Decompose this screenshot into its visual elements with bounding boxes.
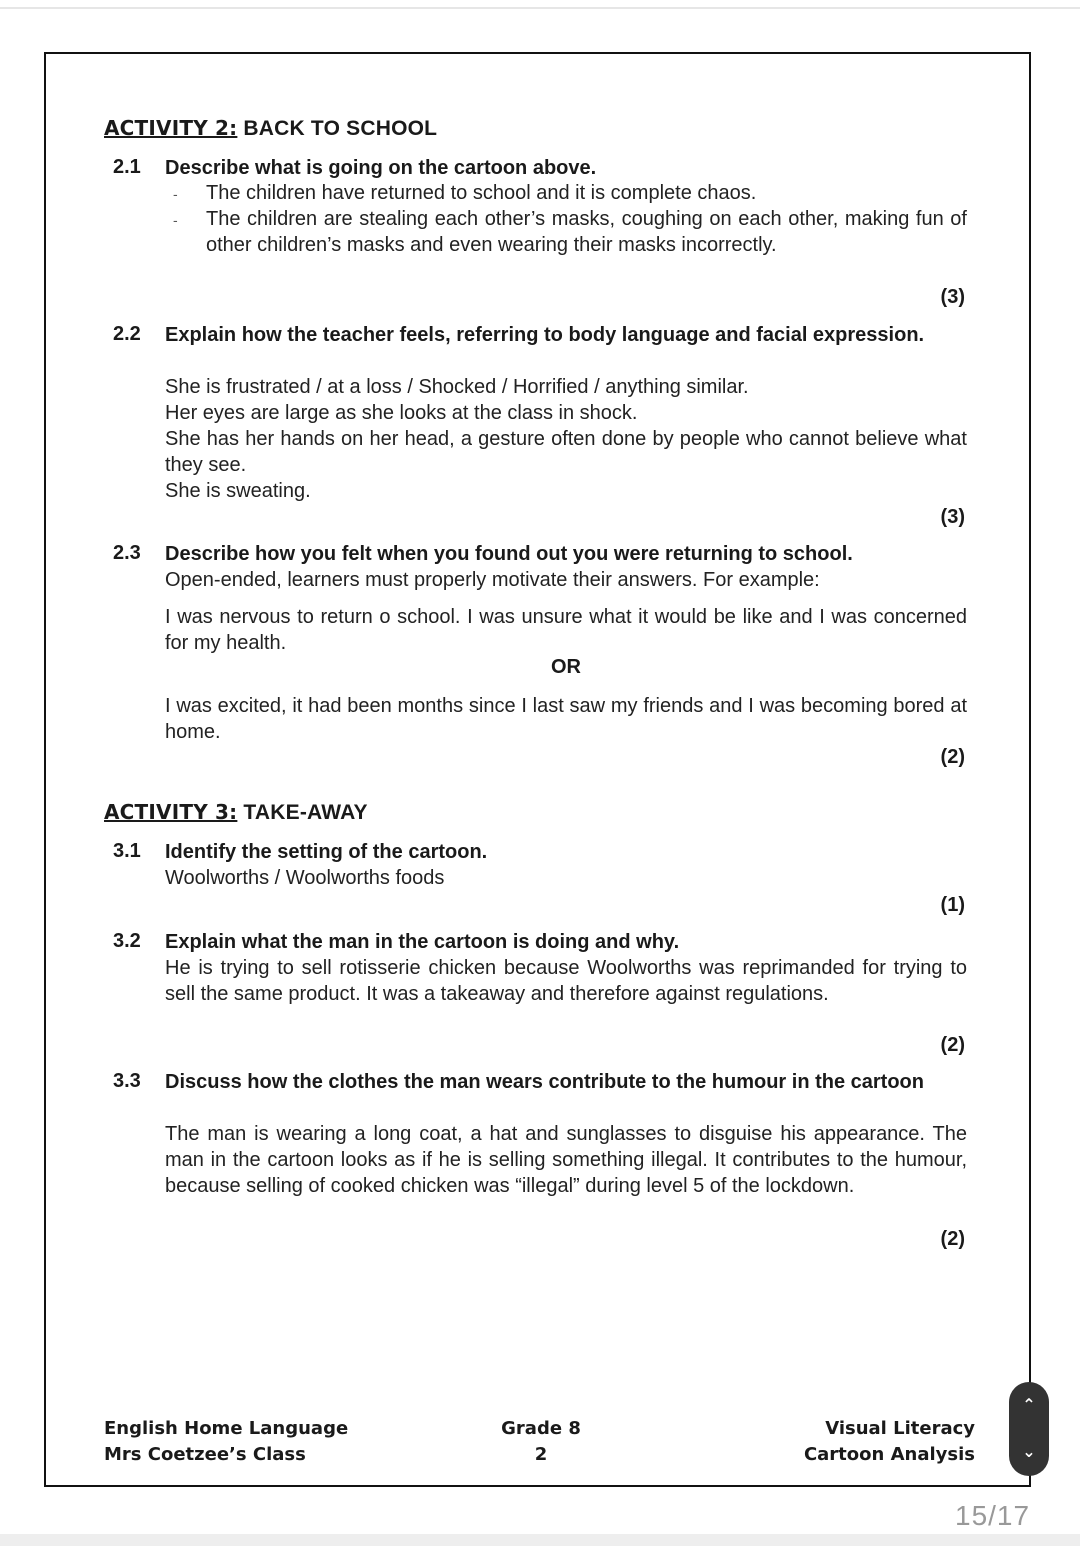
- footer-grade: Grade 8: [501, 1418, 581, 1439]
- mark-allocation: (1): [940, 894, 965, 916]
- question-number: 2.3: [113, 542, 141, 564]
- footer-topic: Visual Literacy: [825, 1418, 975, 1439]
- activity-3-label: ACTIVITY 3:: [104, 800, 238, 824]
- question-text: Describe what is going on the cartoon above.: [165, 157, 597, 179]
- answer-line: She is frustrated / at a loss / Shocked / Horrified / anything similar.: [165, 376, 749, 398]
- or-separator: OR: [551, 656, 581, 678]
- activity-2-label: ACTIVITY 2:: [104, 116, 238, 140]
- answer-bullet: The children are stealing each other’s masks, coughing on each other, making fun of other children’s masks and even wearing their masks incorrectly.: [206, 208, 967, 256]
- answer-paragraph: He is trying to sell rotisserie chicken because Woolworths was reprimanded for trying to sell the same product. It was a takeaway and therefore against regulations.: [165, 957, 967, 1005]
- answer-line: She is sweating.: [165, 480, 311, 502]
- question-text: Describe how you felt when you found out you were returning to school.: [165, 543, 853, 565]
- bullet-dash: -: [173, 212, 178, 228]
- chevron-down-icon[interactable]: ⌄: [1022, 1443, 1036, 1461]
- footer-right: [804, 1416, 975, 1468]
- footer-center: [466, 1416, 616, 1468]
- answer-line: She has her hands on her head, a gesture often done by people who cannot believe what they see.: [165, 428, 967, 476]
- mark-allocation: (2): [940, 746, 965, 768]
- footer-subtopic: Cartoon Analysis: [803, 1444, 975, 1465]
- chevron-up-icon[interactable]: ⌃: [1022, 1396, 1036, 1414]
- activity-2-heading: [104, 116, 437, 141]
- bullet-dash: -: [173, 186, 178, 202]
- viewer-top-divider: [0, 7, 1080, 9]
- question-number: 3.2: [113, 930, 141, 952]
- footer-left: [104, 1416, 348, 1468]
- mark-allocation: (2): [940, 1034, 965, 1056]
- activity-3-heading: [104, 800, 368, 825]
- mark-allocation: (3): [940, 286, 965, 308]
- mark-allocation: (2): [940, 1228, 965, 1250]
- question-text: Discuss how the clothes the man wears contribute to the humour in the cartoon: [165, 1071, 924, 1093]
- answer-paragraph: The man is wearing a long coat, a hat and sunglasses to disguise his appearance. The man in the cartoon looks as if he is selling something illegal. It contributes to the humour, because selling of cooked chicken was “illegal” during level 5 of the lockdown.: [165, 1123, 967, 1197]
- question-text: Identify the setting of the cartoon.: [165, 841, 488, 863]
- question-text: Explain how the teacher feels, referring to body language and facial expression.: [165, 324, 925, 346]
- activity-2-title: BACK TO SCHOOL: [243, 117, 438, 140]
- answer-example: I was excited, it had been months since I last saw my friends and I was becoming bored at home.: [165, 695, 967, 743]
- document-page: [44, 52, 1031, 1487]
- page-scroller[interactable]: [1009, 1382, 1049, 1476]
- page-indicator: 15/17: [955, 1500, 1031, 1531]
- question-number: 2.1: [113, 156, 141, 178]
- question-number: 2.2: [113, 323, 141, 345]
- footer-subject: English Home Language: [104, 1418, 349, 1439]
- mark-allocation: (3): [940, 506, 965, 528]
- footer-page-number: 2: [534, 1444, 548, 1465]
- footer-class: Mrs Coetzee’s Class: [104, 1444, 306, 1465]
- question-text: Explain what the man in the cartoon is doing and why.: [165, 931, 680, 953]
- viewer-bottom-bar: [0, 1534, 1080, 1546]
- answer-line: Woolworths / Woolworths foods: [165, 867, 445, 889]
- answer-intro: Open-ended, learners must properly motivate their answers. For example:: [165, 569, 820, 591]
- answer-bullet: The children have returned to school and it is complete chaos.: [206, 182, 757, 204]
- answer-line: Her eyes are large as she looks at the class in shock.: [165, 402, 638, 424]
- question-number: 3.1: [113, 840, 141, 862]
- activity-3-title: TAKE-AWAY: [243, 801, 368, 824]
- question-number: 3.3: [113, 1070, 141, 1092]
- answer-example: I was nervous to return o school. I was unsure what it would be like and I was concerned for my health.: [165, 606, 967, 654]
